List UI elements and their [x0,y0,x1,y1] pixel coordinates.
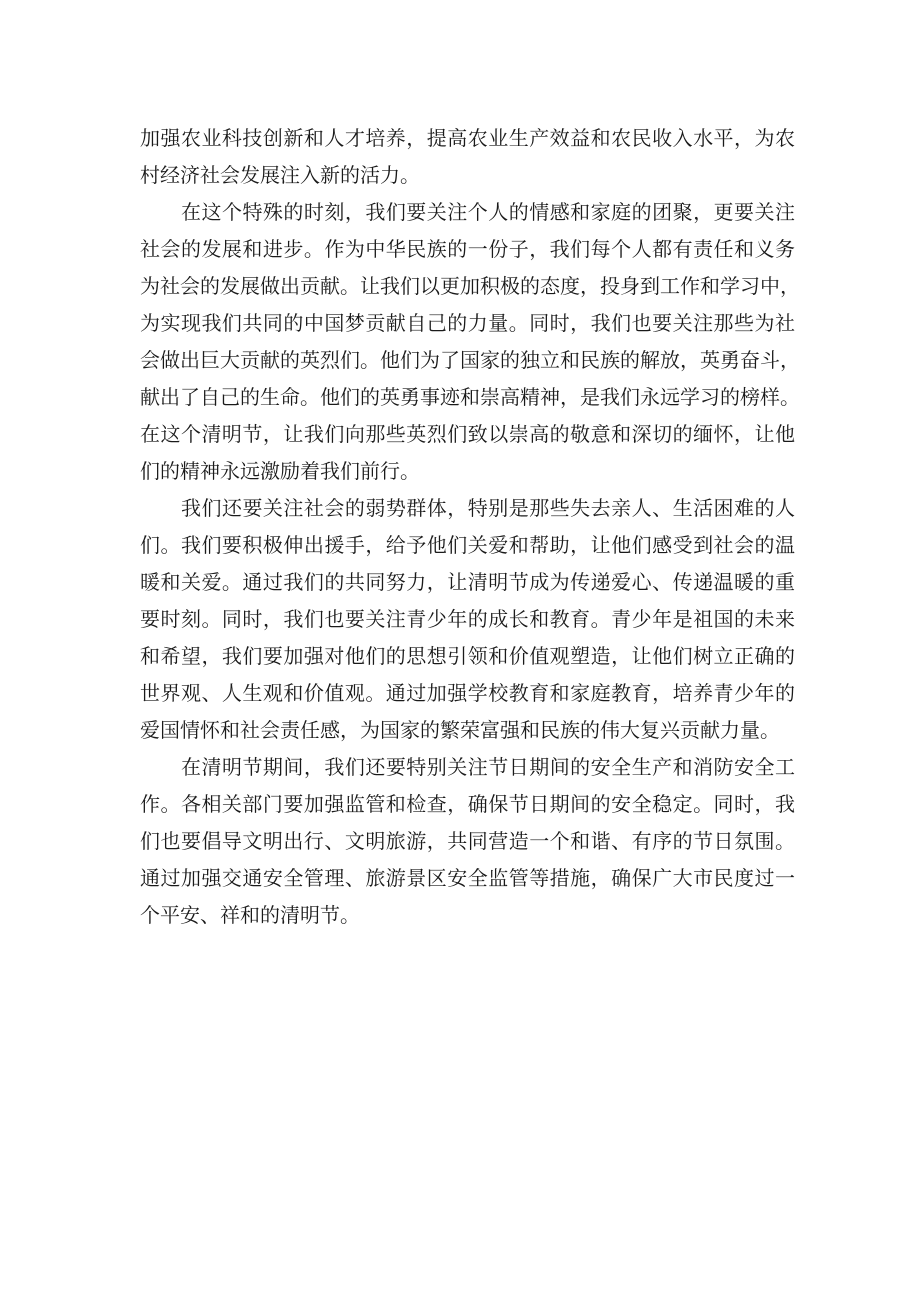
paragraph-4-line-1: 在清明节期间，我们还要特别关注节日期间的安全生产和消防安全工 [181,755,795,779]
paragraph-4-line-5: 个平安、祥和的清明节。 [140,903,360,927]
paragraph-2-line-4: 为实现我们共同的中国梦贡献自己的力量。同时，我们也要关注那些为社 [140,311,795,335]
paragraph-3-line-3: 暖和关爱。通过我们的共同努力，让清明节成为传递爱心、传递温暖的重 [140,570,795,594]
paragraph-4-line-4: 通过加强交通安全管理、旅游景区安全监管等措施，确保广大市民度过一 [140,866,795,890]
paragraph-2-line-7: 在这个清明节，让我们向那些英烈们致以崇高的敬意和深切的缅怀，让他 [140,422,795,446]
paragraph-2-line-1: 在这个特殊的时刻，我们要关注个人的情感和家庭的团聚，更要关注 [181,200,795,224]
paragraph-4-line-3: 们也要倡导文明出行、文明旅游，共同营造一个和谐、有序的节日氛围。 [140,829,795,853]
paragraph-3-line-2: 们。我们要积极伸出援手，给予他们关爱和帮助，让他们感受到社会的温 [140,533,795,557]
paragraph-3-line-4: 要时刻。同时，我们也要关注青少年的成长和教育。青少年是祖国的未来 [140,607,795,631]
paragraph-1-line-1: 加强农业科技创新和人才培养，提高农业生产效益和农民收入水平，为农 [140,126,795,150]
paragraph-2-line-8: 们的精神永远激励着我们前行。 [140,459,420,483]
paragraph-2-line-5: 会做出巨大贡献的英烈们。他们为了国家的独立和民族的解放，英勇奋斗， [140,348,800,372]
paragraph-3-line-7: 爱国情怀和社会责任感，为国家的繁荣富强和民族的伟大复兴贡献力量。 [140,718,780,742]
paragraph-3-line-1: 我们还要关注社会的弱势群体，特别是那些失去亲人、生活困难的人 [181,496,795,520]
paragraph-3-line-5: 和希望，我们要加强对他们的思想引领和价值观塑造，让他们树立正确的 [140,644,795,668]
paragraph-3-line-6: 世界观、人生观和价值观。通过加强学校教育和家庭教育，培养青少年的 [140,681,795,705]
paragraph-2-line-3: 为社会的发展做出贡献。让我们以更加积极的态度，投身到工作和学习中， [140,274,800,298]
paragraph-1-line-2: 村经济社会发展注入新的活力。 [140,163,420,187]
paragraph-2-line-6: 献出了自己的生命。他们的英勇事迹和崇高精神，是我们永远学习的榜样。 [140,385,800,409]
paragraph-4-line-2: 作。各相关部门要加强监管和检查，确保节日期间的安全稳定。同时，我 [140,792,795,816]
paragraph-2-line-2: 社会的发展和进步。作为中华民族的一份子，我们每个人都有责任和义务 [140,237,795,261]
document-body [140,120,800,934]
